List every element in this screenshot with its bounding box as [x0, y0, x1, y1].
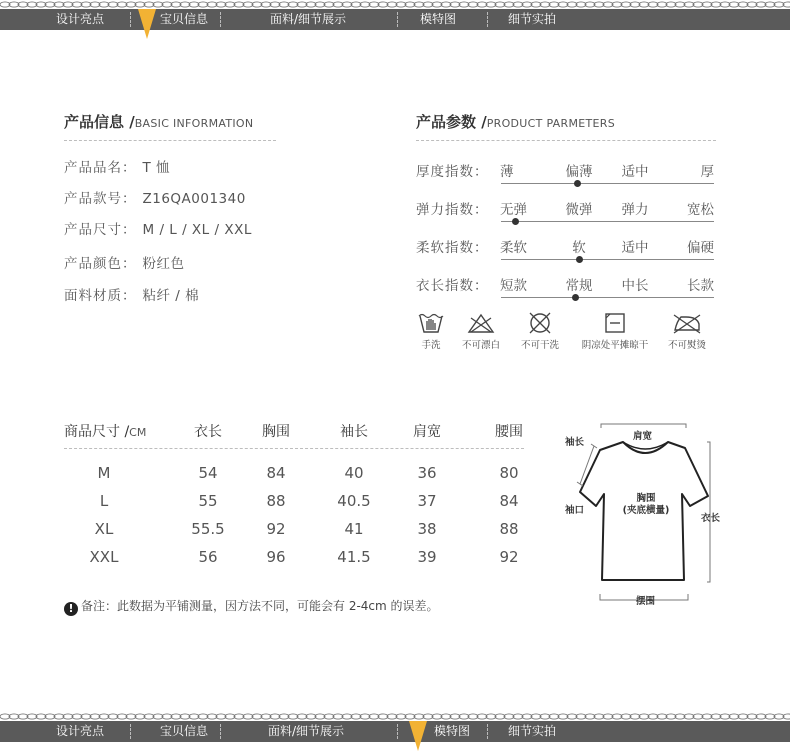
nav-separator: [397, 724, 398, 739]
bottom-nav-strip: [0, 721, 790, 742]
info-row-size: 产品尺寸： M / L / XL / XXL: [64, 222, 252, 238]
nav-tab-design[interactable]: 设计亮点: [56, 724, 105, 738]
size-table-divider: [64, 448, 524, 449]
nav-separator: [130, 12, 131, 27]
label-sleeve-length: 袖长: [565, 437, 585, 448]
param-option: 柔软: [500, 240, 527, 256]
active-tab-marker: [409, 721, 427, 751]
param-option: 偏硬: [687, 240, 714, 256]
size-value-cell: 54: [198, 464, 218, 482]
size-name-cell: XL: [94, 520, 114, 538]
top-nav-strip: [0, 9, 790, 30]
no-bleach-icon: [467, 312, 495, 334]
info-row-color: 产品颜色： 粉红色: [64, 256, 185, 272]
chain-border: [0, 0, 790, 9]
label-shoulder: 肩宽: [633, 431, 653, 442]
param-option: 长款: [687, 278, 714, 294]
param-option: 中长: [621, 278, 649, 294]
nav-tab-info[interactable]: 宝贝信息: [160, 724, 209, 738]
param-option: 常规: [565, 278, 593, 294]
param-option: 软: [572, 240, 586, 256]
chain-border: [0, 712, 790, 721]
info-row-material: 面料材质： 粘纤 / 棉: [64, 288, 200, 304]
tshirt-measure-diagram: [560, 420, 730, 610]
nav-tab-info[interactable]: 宝贝信息: [160, 12, 209, 26]
no-dry-clean-icon: [527, 312, 553, 334]
size-value-cell: 38: [417, 520, 437, 538]
size-value-cell: 92: [266, 520, 286, 538]
size-value-cell: 39: [417, 548, 437, 566]
nav-separator: [397, 12, 398, 27]
nav-tab-design[interactable]: 设计亮点: [56, 12, 105, 26]
label-hem: 摆围: [636, 596, 656, 607]
top-nav-bar: [0, 0, 790, 30]
nav-separator: [220, 12, 221, 27]
size-name-cell: M: [97, 464, 111, 482]
param-level-dot[interactable]: [572, 294, 579, 301]
size-value-cell: 37: [417, 492, 437, 510]
size-table-header-label: 商品尺寸 /CM: [64, 424, 147, 440]
basic-info-title: 产品信息 /BASIC INFORMATION: [64, 113, 254, 131]
size-value-cell: 92: [499, 548, 519, 566]
size-value-cell: 40: [344, 464, 364, 482]
care-shade-dry-flat: 阴凉处平摊晾干: [577, 312, 653, 351]
param-option: 宽松: [687, 202, 714, 218]
care-no-iron: 不可熨烫: [664, 312, 710, 351]
label-chest: 胸围: [636, 493, 656, 504]
nav-separator: [487, 12, 488, 27]
size-value-cell: 96: [266, 548, 286, 566]
size-value-cell: 40.5: [337, 492, 371, 510]
param-option: 薄: [500, 164, 514, 180]
nav-separator: [487, 724, 488, 739]
param-level-dot[interactable]: [512, 218, 519, 225]
param-option: 厚: [700, 164, 714, 180]
nav-tab-model[interactable]: 模特图: [434, 724, 471, 738]
size-value-cell: 55.5: [191, 520, 225, 538]
param-option: 微弹: [565, 202, 593, 218]
bottom-nav-bar: [0, 712, 790, 742]
warning-icon: !: [64, 602, 78, 616]
size-value-cell: 41.5: [337, 548, 371, 566]
size-value-cell: 80: [499, 464, 519, 482]
param-label: 柔软指数：: [416, 240, 489, 256]
size-note: ! 备注：此数据为平铺测量，因方法不同，可能会有 2-4cm 的误差。: [64, 597, 439, 616]
nav-tab-detail[interactable]: 细节实拍: [508, 724, 557, 738]
hand-wash-icon: [418, 312, 444, 334]
active-tab-marker: [138, 9, 156, 39]
label-chest-note: (夹底横量): [622, 505, 670, 516]
info-row-name: 产品品名： T 恤: [64, 160, 171, 176]
param-option: 短款: [500, 278, 527, 294]
size-value-cell: 88: [266, 492, 286, 510]
size-value-cell: 84: [266, 464, 286, 482]
basic-info-divider: [64, 140, 276, 141]
info-row-style-no: 产品款号： Z16QA001340: [64, 191, 246, 207]
size-value-cell: 84: [499, 492, 519, 510]
care-hand-wash: 手洗: [413, 312, 449, 351]
label-body-length: 衣长: [701, 513, 721, 524]
col-header-waist: 腰围: [495, 424, 523, 440]
params-title: 产品参数 /PRODUCT PARMETERS: [416, 113, 615, 131]
nav-tab-detail[interactable]: 细节实拍: [508, 12, 557, 26]
col-header-shoulder: 肩宽: [413, 424, 441, 440]
param-option: 偏薄: [565, 164, 593, 180]
param-level-dot[interactable]: [574, 180, 581, 187]
param-label: 弹力指数：: [416, 202, 489, 218]
size-name-cell: XXL: [89, 548, 119, 566]
col-header-sleeve: 袖长: [340, 424, 368, 440]
size-value-cell: 41: [344, 520, 364, 538]
param-scale-line: [501, 221, 714, 222]
size-value-cell: 55: [198, 492, 218, 510]
param-option: 弹力: [621, 202, 649, 218]
size-value-cell: 36: [417, 464, 437, 482]
care-no-bleach: 不可漂白: [459, 312, 503, 351]
param-option: 适中: [621, 164, 649, 180]
label-cuff: 袖口: [565, 505, 585, 516]
col-header-length: 衣长: [194, 424, 222, 440]
size-value-cell: 88: [499, 520, 519, 538]
param-level-dot[interactable]: [576, 256, 583, 263]
param-scale-line: [501, 259, 714, 260]
nav-separator: [220, 724, 221, 739]
param-label: 厚度指数：: [416, 164, 489, 180]
param-scale-line: [501, 297, 714, 298]
nav-tab-model[interactable]: 模特图: [420, 12, 457, 26]
nav-tab-fabric[interactable]: 面料/细节展示: [270, 12, 347, 26]
nav-separator: [130, 724, 131, 739]
param-scale-line: [501, 183, 714, 184]
size-value-cell: 56: [198, 548, 218, 566]
param-option: 适中: [621, 240, 649, 256]
param-label: 衣长指数：: [416, 278, 489, 294]
col-header-chest: 胸围: [262, 424, 290, 440]
no-iron-icon: [672, 312, 702, 334]
params-divider: [416, 140, 716, 141]
shade-dry-flat-icon: [603, 312, 627, 334]
param-option: 无弹: [500, 202, 527, 218]
nav-tab-fabric[interactable]: 面料/细节展示: [268, 724, 345, 738]
size-name-cell: L: [99, 492, 109, 510]
care-no-dry-clean: 不可干洗: [517, 312, 563, 351]
